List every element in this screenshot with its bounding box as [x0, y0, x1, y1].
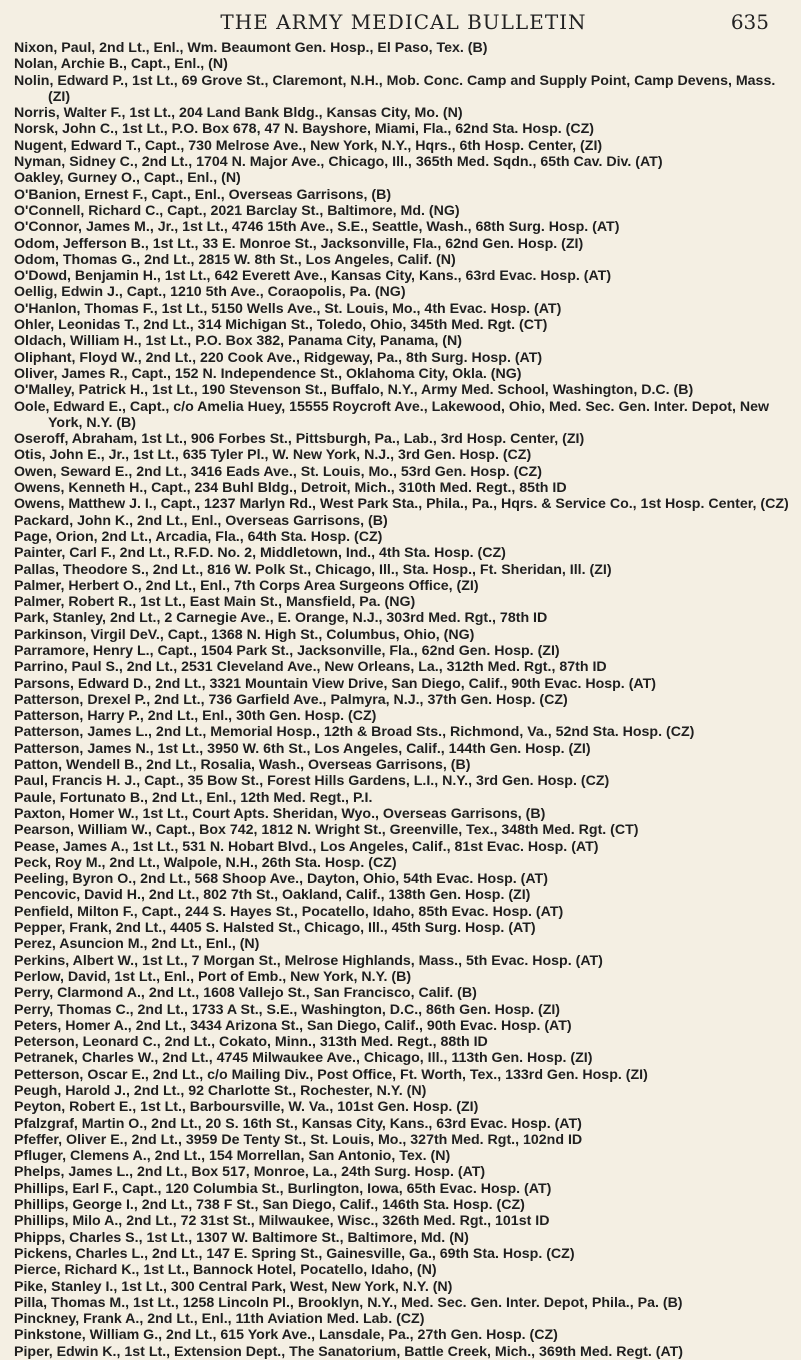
roster-entry: Parrino, Paul S., 2nd Lt., 2531 Cleveland Ave., New Orleans, La., 312th Med. Rgt., 87th ID	[14, 659, 607, 676]
roster-entry: Ohler, Leonidas T., 2nd Lt., 314 Michigan St., Toledo, Ohio, 345th Med. Rgt. (CT)	[14, 317, 548, 334]
roster-entry: Peters, Homer A., 2nd Lt., 3434 Arizona St., San Diego, Calif., 90th Evac. Hosp. (AT)	[14, 1017, 572, 1034]
roster-entry: Peugh, Harold J., 2nd Lt., 92 Charlotte St., Rochester, N.Y. (N)	[14, 1083, 427, 1099]
roster-entry: Pfalzgraf, Martin O., 2nd Lt., 20 S. 16th St., Kansas City, Kans., 63rd Evac. Hosp. (AT)	[14, 1115, 582, 1132]
roster-entry: Piper, Edwin K., 1st Lt., Extension Dept., The Sanatorium, Battle Creek, Mich., 369th Med. Regt. (AT)	[14, 1343, 684, 1360]
roster-entry: Oole, Edward E., Capt., c/o Amelia Huey, 15555 Roycroft Ave., Lakewood, Ohio, Med. Sec. Gen. Inter. Depot, New York, N.Y. (B)	[14, 398, 770, 431]
roster-entry: Paul, Francis H. J., Capt., 35 Bow St., Forest Hills Gardens, L.I., N.Y., 3rd Gen. Hosp. (CZ)	[14, 773, 610, 790]
roster-entry: Palmer, Herbert O., 2nd Lt., Enl., 7th Corps Area Surgeons Office, (ZI)	[14, 577, 479, 594]
roster-entry: Peeling, Byron O., 2nd Lt., 568 Shoop Ave., Dayton, Ohio, 54th Evac. Hosp. (AT)	[14, 871, 548, 888]
roster-entry: Oellig, Edwin J., Capt., 1210 5th Ave., Coraopolis, Pa. (NG)	[14, 284, 406, 301]
roster-entry: Pfeffer, Oliver E., 2nd Lt., 3959 De Tenty St., St. Louis, Mo., 327th Med. Rgt., 102nd ID	[14, 1131, 583, 1148]
roster-list	[14, 40, 793, 1360]
roster-entry: Perlow, David, 1st Lt., Enl., Port of Emb., New York, N.Y. (B)	[14, 968, 412, 985]
roster-entry: Palmer, Robert R., 1st Lt., East Main St., Mansfield, Pa. (NG)	[14, 594, 416, 611]
roster-entry: Nyman, Sidney C., 2nd Lt., 1704 N. Major Ave., Chicago, Ill., 365th Med. Sqdn., 65th Cav. Div. (AT)	[14, 154, 663, 171]
roster-entry: Odom, Jefferson B., 1st Lt., 33 E. Monroe St., Jacksonville, Fla., 62nd Gen. Hosp. (ZI)	[14, 235, 584, 252]
roster-entry: Oseroff, Abraham, 1st Lt., 906 Forbes St., Pittsburgh, Pa., Lab., 3rd Hosp. Center, (ZI)	[14, 431, 585, 448]
roster-entry: O'Dowd, Benjamin H., 1st Lt., 642 Everett Ave., Kansas City, Kans., 63rd Evac. Hosp. (AT)	[14, 268, 612, 285]
roster-entry: Patterson, James L., 2nd Lt., Memorial Hosp., 12th & Broad Sts., Richmond, Va., 52nd Sta. Hosp. (CZ)	[14, 724, 695, 741]
roster-entry: Norsk, John C., 1st Lt., P.O. Box 678, 47 N. Bayshore, Miami, Fla., 62nd Sta. Hosp. (CZ)	[14, 121, 594, 138]
roster-entry: Pease, James A., 1st Lt., 531 N. Hobart Blvd., Los Angeles, Calif., 81st Evac. Hosp. (AT)	[14, 838, 599, 855]
roster-entry: Patterson, James N., 1st Lt., 3950 W. 6th St., Los Angeles, Calif., 144th Gen. Hosp. (ZI)	[14, 740, 591, 757]
roster-entry: Owen, Seward E., 2nd Lt., 3416 Eads Ave., St. Louis, Mo., 53rd Gen. Hosp. (CZ)	[14, 463, 542, 480]
roster-entry: Petranek, Charles W., 2nd Lt., 4745 Milwaukee Ave., Chicago, Ill., 113th Gen. Hosp. (ZI)	[14, 1050, 593, 1067]
page-header	[14, 6, 793, 40]
roster-entry: Peterson, Leonard C., 2nd Lt., Cokato, Minn., 313th Med. Regt., 88th ID	[14, 1034, 488, 1051]
roster-entry: Pearson, William W., Capt., Box 742, 1812 N. Wright St., Greenville, Tex., 348th Med. Rgt. (CT)	[14, 822, 639, 839]
roster-entry: Painter, Carl F., 2nd Lt., R.F.D. No. 2, Middletown, Ind., 4th Sta. Hosp. (CZ)	[14, 545, 506, 562]
roster-entry: Pinkstone, William G., 2nd Lt., 615 York Ave., Lansdale, Pa., 27th Gen. Hosp. (CZ)	[14, 1327, 558, 1344]
roster-entry: Pike, Stanley I., 1st Lt., 300 Central Park, West, New York, N.Y. (N)	[14, 1278, 453, 1295]
roster-entry: Patterson, Drexel P., 2nd Lt., 736 Garfield Ave., Palmyra, N.J., 37th Gen. Hosp. (CZ)	[14, 691, 568, 708]
roster-entry: Nugent, Edward T., Capt., 730 Melrose Ave., New York, N.Y., Hqrs., 6th Hosp. Center, (ZI)	[14, 137, 603, 154]
roster-entry: Pencovic, David H., 2nd Lt., 802 7th St., Oakland, Calif., 138th Gen. Hosp. (ZI)	[14, 887, 531, 904]
page-title: THE ARMY MEDICAL BULLETIN	[220, 10, 587, 34]
roster-entry: Parsons, Edward D., 2nd Lt., 3321 Mountain View Drive, San Diego, Calif., 90th Evac. Hosp. (AT)	[14, 675, 656, 692]
roster-entry: Oliver, James R., Capt., 152 N. Independence St., Oklahoma City, Okla. (NG)	[14, 365, 522, 382]
roster-entry: Odom, Thomas G., 2nd Lt., 2815 W. 8th St., Los Angeles, Calif. (N)	[14, 251, 456, 268]
roster-entry: Patterson, Harry P., 2nd Lt., Enl., 30th Gen. Hosp. (CZ)	[14, 708, 377, 725]
roster-entry: Penfield, Milton F., Capt., 244 S. Hayes St., Pocatello, Idaho, 85th Evac. Hosp. (AT)	[14, 903, 564, 920]
roster-entry: Pallas, Theodore S., 2nd Lt., 816 W. Polk St., Chicago, Ill., Sta. Hosp., Ft. Sheridan, Ill. (ZI)	[14, 561, 612, 578]
roster-entry: Page, Orion, 2nd Lt., Arcadia, Fla., 64th Sta. Hosp. (CZ)	[14, 528, 383, 545]
page-number: 635	[730, 10, 769, 34]
roster-entry: Otis, John E., Jr., 1st Lt., 635 Tyler Pl., W. New York, N.J., 3rd Gen. Hosp. (CZ)	[14, 447, 532, 464]
roster-entry: Nolan, Archie B., Capt., Enl., (N)	[14, 56, 228, 73]
roster-entry: Perkins, Albert W., 1st Lt., 7 Morgan St., Melrose Highlands, Mass., 5th Evac. Hosp. (AT)	[14, 952, 603, 969]
roster-entry: Pilla, Thomas M., 1st Lt., 1258 Lincoln Pl., Brooklyn, N.Y., Med. Sec. Gen. Inter. Depot, Phila., Pa. (B)	[14, 1294, 683, 1311]
roster-entry: Nixon, Paul, 2nd Lt., Enl., Wm. Beaumont Gen. Hosp., El Paso, Tex. (B)	[14, 40, 488, 56]
roster-entry: Park, Stanley, 2nd Lt., 2 Carnegie Ave., E. Orange, N.J., 303rd Med. Rgt., 78th ID	[14, 610, 548, 627]
roster-entry: Perry, Thomas C., 2nd Lt., 1733 A St., S.E., Washington, D.C., 86th Gen. Hosp. (ZI)	[14, 1001, 561, 1018]
roster-entry: O'Malley, Patrick H., 1st Lt., 190 Stevenson St., Buffalo, N.Y., Army Med. School, Washington, D.C. (B)	[14, 382, 694, 399]
roster-entry: Oliphant, Floyd W., 2nd Lt., 220 Cook Ave., Ridgeway, Pa., 8th Surg. Hosp. (AT)	[14, 349, 543, 366]
roster-entry: Owens, Kenneth H., Capt., 234 Buhl Bldg., Detroit, Mich., 310th Med. Regt., 85th ID	[14, 480, 567, 497]
roster-entry: Perry, Clarmond A., 2nd Lt., 1608 Vallejo St., San Francisco, Calif. (B)	[14, 985, 477, 1002]
roster-entry: Norris, Walter F., 1st Lt., 204 Land Bank Bldg., Kansas City, Mo. (N)	[14, 105, 463, 122]
roster-entry: Peck, Roy M., 2nd Lt., Walpole, N.H., 26th Sta. Hosp. (CZ)	[14, 854, 397, 871]
roster-entry: Pinckney, Frank A., 2nd Lt., Enl., 11th Aviation Med. Lab. (CZ)	[14, 1311, 425, 1328]
roster-entry: Paule, Fortunato B., 2nd Lt., Enl., 12th Med. Regt., P.I.	[14, 789, 373, 806]
roster-entry: Packard, John K., 2nd Lt., Enl., Overseas Garrisons, (B)	[14, 512, 388, 529]
roster-entry: O'Connor, James M., Jr., 1st Lt., 4746 15th Ave., S.E., Seattle, Wash., 68th Surg. Hosp. (AT)	[14, 219, 620, 236]
roster-entry: Phillips, Milo A., 2nd Lt., 72 31st St., Milwaukee, Wisc., 326th Med. Rgt., 101st ID	[14, 1213, 550, 1230]
roster-entry: Perez, Asuncion M., 2nd Lt., Enl., (N)	[14, 936, 260, 953]
roster-entry: Phillips, Earl F., Capt., 120 Columbia St., Burlington, Iowa, 65th Evac. Hosp. (AT)	[14, 1180, 552, 1197]
roster-entry: Parkinson, Virgil DeV., Capt., 1368 N. High St., Columbus, Ohio, (NG)	[14, 626, 475, 643]
roster-entry: Petterson, Oscar E., 2nd Lt., c/o Mailing Div., Post Office, Ft. Worth, Tex., 133rd Gen. Hosp. (ZI)	[14, 1066, 648, 1083]
roster-entry: Owens, Matthew J. I., Capt., 1237 Marlyn Rd., West Park Sta., Phila., Pa., Hqrs. & Service Co., 1st Hosp. Center, (CZ)	[14, 496, 789, 513]
roster-entry: O'Connell, Richard C., Capt., 2021 Barclay St., Baltimore, Md. (NG)	[14, 202, 460, 219]
roster-entry: Oldach, William H., 1st Lt., P.O. Box 382, Panama City, Panama, (N)	[14, 333, 462, 350]
roster-entry: Nolin, Edward P., 1st Lt., 69 Grove St., Claremont, N.H., Mob. Conc. Camp and Supply Point, Camp Devens, Mass. (ZI)	[14, 72, 776, 105]
roster-entry: Pierce, Richard K., 1st Lt., Bannock Hotel, Pocatello, Idaho, (N)	[14, 1262, 437, 1279]
roster-entry: O'Hanlon, Thomas F., 1st Lt., 5150 Wells Ave., St. Louis, Mo., 4th Evac. Hosp. (AT)	[14, 300, 562, 317]
roster-entry: O'Banion, Ernest F., Capt., Enl., Overseas Garrisons, (B)	[14, 186, 392, 203]
roster-entry: Pepper, Frank, 2nd Lt., 4405 S. Halsted St., Chicago, Ill., 45th Surg. Hosp. (AT)	[14, 920, 536, 937]
roster-entry: Phelps, James L., 2nd Lt., Box 517, Monroe, La., 24th Surg. Hosp. (AT)	[14, 1164, 486, 1181]
roster-entry: Phillips, George I., 2nd Lt., 738 F St., San Diego, Calif., 146th Sta. Hosp. (CZ)	[14, 1197, 525, 1214]
roster-entry: Peyton, Robert E., 1st Lt., Barboursville, W. Va., 101st Gen. Hosp. (ZI)	[14, 1099, 479, 1116]
roster-entry: Paxton, Homer W., 1st Lt., Court Apts. Sheridan, Wyo., Overseas Garrisons, (B)	[14, 805, 546, 822]
roster-entry: Parramore, Henry L., Capt., 1504 Park St., Jacksonville, Fla., 62nd Gen. Hosp. (ZI)	[14, 642, 560, 659]
roster-entry: Pfluger, Clemens A., 2nd Lt., 154 Morrellan, San Antonio, Tex. (N)	[14, 1148, 451, 1165]
roster-entry: Patton, Wendell B., 2nd Lt., Rosalia, Wash., Overseas Garrisons, (B)	[14, 757, 471, 774]
roster-entry: Phipps, Charles S., 1st Lt., 1307 W. Baltimore St., Baltimore, Md. (N)	[14, 1229, 469, 1246]
roster-entry: Pickens, Charles L., 2nd Lt., 147 E. Spring St., Gainesville, Ga., 69th Sta. Hosp. (CZ)	[14, 1245, 575, 1262]
roster-entry: Oakley, Gurney O., Capt., Enl., (N)	[14, 170, 241, 187]
